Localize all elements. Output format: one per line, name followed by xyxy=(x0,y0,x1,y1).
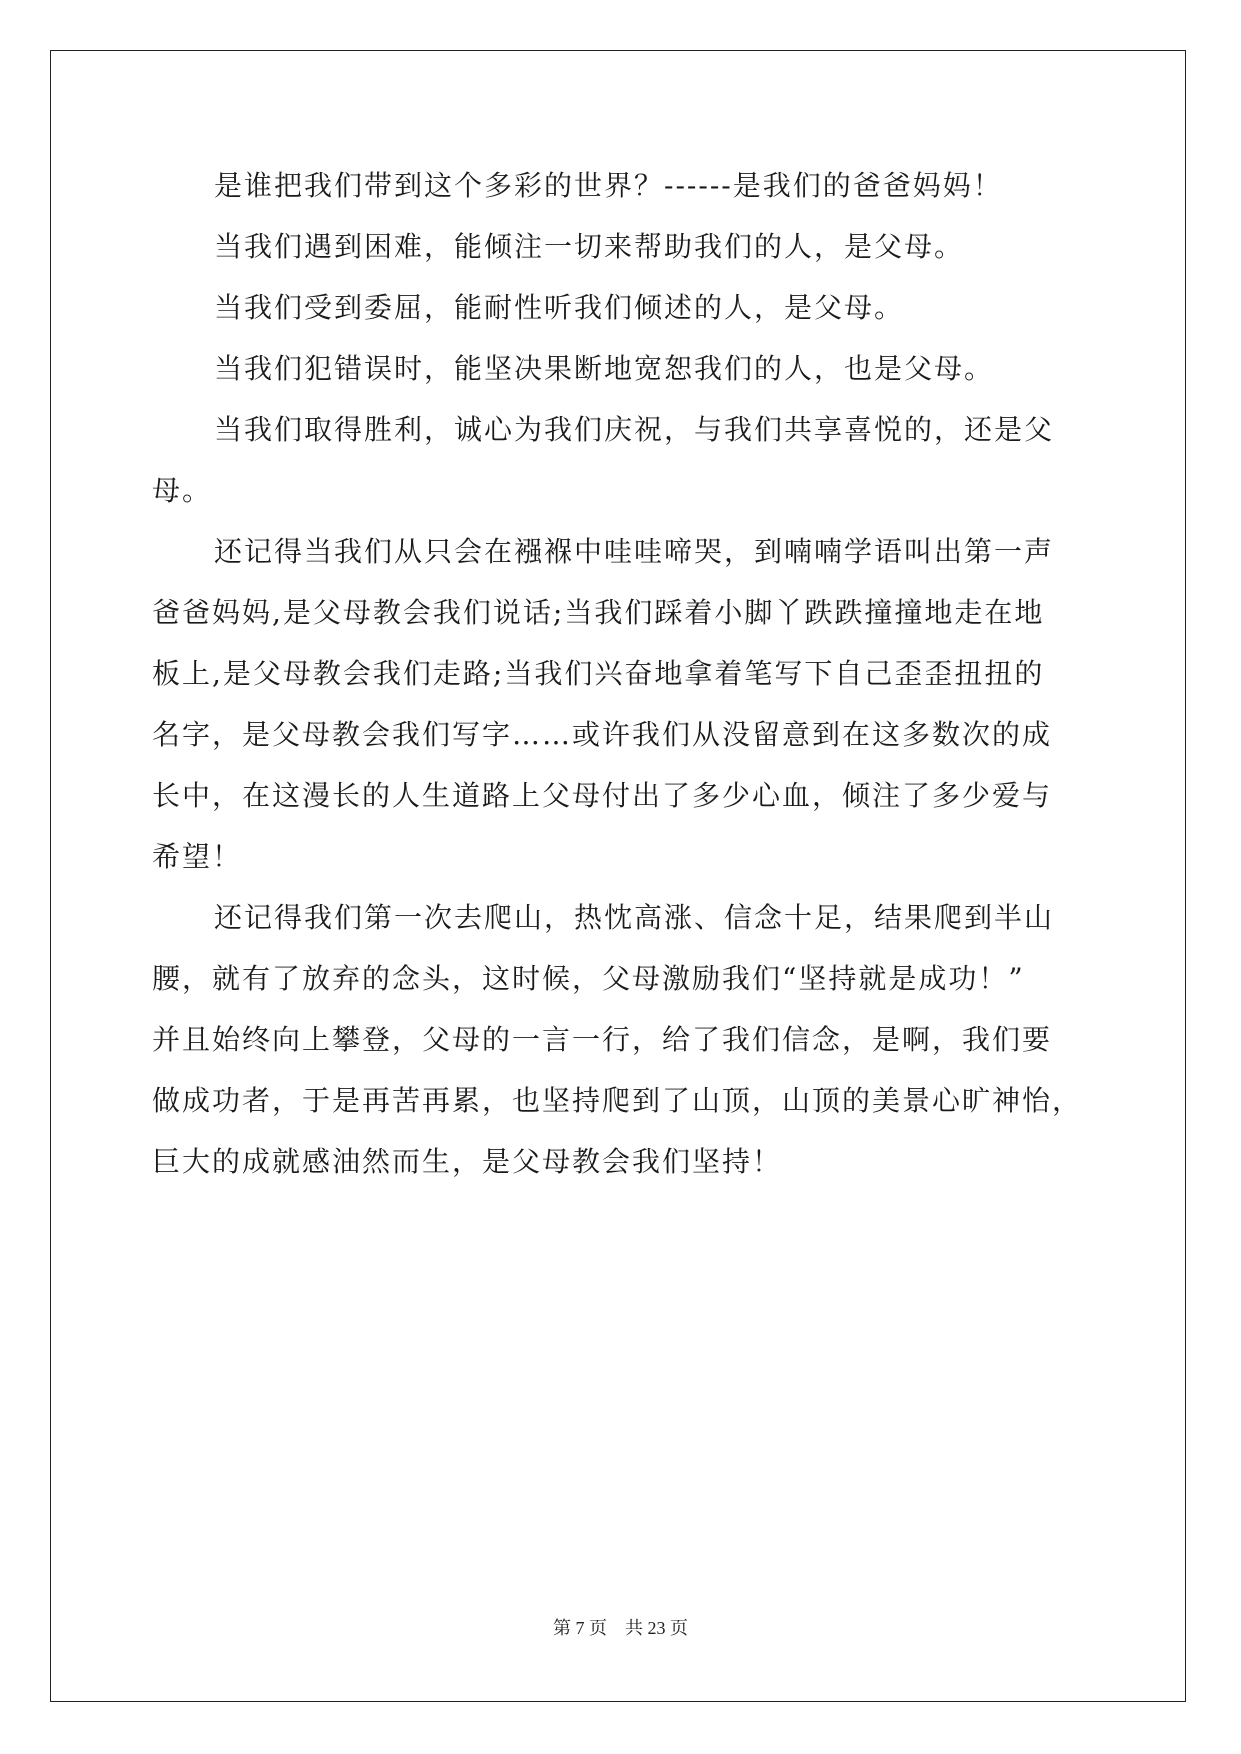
text-line: 腰，就有了放弃的念头，这时候，父母激励我们“坚持就是成功！” xyxy=(152,962,1025,995)
page-number: 第 7 页 xyxy=(553,1618,607,1638)
text-line: 还记得我们第一次去爬山，热忱高涨、信念十足，结果爬到半山 xyxy=(214,901,1055,934)
text-line: 巨大的成就感油然而生，是父母教会我们坚持！ xyxy=(152,1145,783,1178)
text-line: 爸爸妈妈,是父母教会我们说话;当我们踩着小脚丫跌跌撞撞地走在地 xyxy=(152,596,1045,629)
text-line: 是谁把我们带到这个多彩的世界？------是我们的爸爸妈妈！ xyxy=(214,169,1003,202)
text-line: 长中，在这漫长的人生道路上父母付出了多少心血，倾注了多少爱与 xyxy=(152,779,1053,812)
text-line: 并且始终向上攀登，父母的一言一行，给了我们信念，是啊，我们要 xyxy=(152,1023,1053,1056)
text-line: 名字，是父母教会我们写字……或许我们从没留意到在这多数次的成 xyxy=(152,718,1053,751)
text-line: 当我们遇到困难，能倾注一切来帮助我们的人，是父母。 xyxy=(214,230,965,263)
text-line: 板上,是父母教会我们走路;当我们兴奋地拿着笔写下自己歪歪扭扭的 xyxy=(152,657,1045,690)
text-line: 当我们受到委屈，能耐性听我们倾述的人，是父母。 xyxy=(214,291,905,324)
page-footer xyxy=(0,1614,1241,1640)
text-line: 母。 xyxy=(152,474,213,507)
document-body xyxy=(152,164,1092,1201)
text-line: 希望！ xyxy=(152,840,243,873)
text-line: 还记得当我们从只会在襁褓中哇哇啼哭，到喃喃学语叫出第一声 xyxy=(214,535,1055,568)
text-line: 当我们取得胜利，诚心为我们庆祝，与我们共享喜悦的，还是父 xyxy=(214,413,1055,446)
page-total: 共 23 页 xyxy=(625,1618,688,1638)
text-line: 做成功者，于是再苦再累，也坚持爬到了山顶，山顶的美景心旷神怡， xyxy=(152,1084,1083,1117)
text-line: 当我们犯错误时，能坚决果断地宽恕我们的人，也是父母。 xyxy=(214,352,995,385)
